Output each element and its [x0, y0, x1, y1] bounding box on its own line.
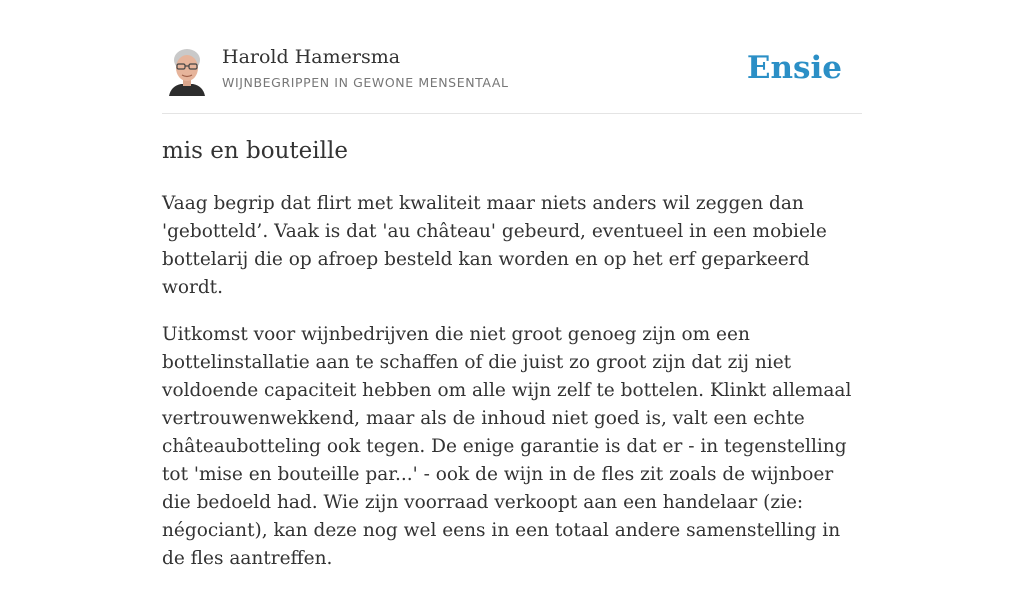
author-name[interactable]: Harold Hamersma [222, 46, 401, 68]
header [162, 0, 862, 114]
ensie-logo[interactable]: Ensie [746, 50, 842, 86]
article-body [162, 190, 866, 592]
article-title: mis en bouteille [162, 138, 348, 164]
author-subtitle: WIJNBEGRIPPEN IN GEWONE MENSENTAAL [222, 75, 509, 90]
article-paragraph: Vaag begrip dat flirt met kwaliteit maar niets anders wil zeggen dan 'gebotteld’. Vaak is dat 'au château' gebeurd, eventueel in een mobiele bottelarij die op afroep besteld kan worden en op het erf geparkeerd wordt. [162, 193, 827, 298]
article-paragraph: Uitkomst voor wijnbedrijven die niet groot genoeg zijn om een bottelinstallatie aan te schaffen of die juist zo groot zijn dat zij niet voldoende capaciteit hebben om alle wijn zelf te bottelen. Klinkt allemaal vertrouwenwekkend, maar als de inhoud niet goed is, valt een echte châteaubotteling ook tegen. De enige garantie is dat er - in tegenstelling tot 'mise en bouteille par...' - ook de wijn in de fles zit zoals de wijnboer die bedoeld had. Wie zijn voorraad verkoopt aan een handelaar (zie: négociant), kan deze nog wel eens in een totaal andere samenstelling in de fles aantreffen. [162, 324, 852, 569]
content-column [162, 0, 862, 569]
author-avatar[interactable] [167, 46, 207, 96]
